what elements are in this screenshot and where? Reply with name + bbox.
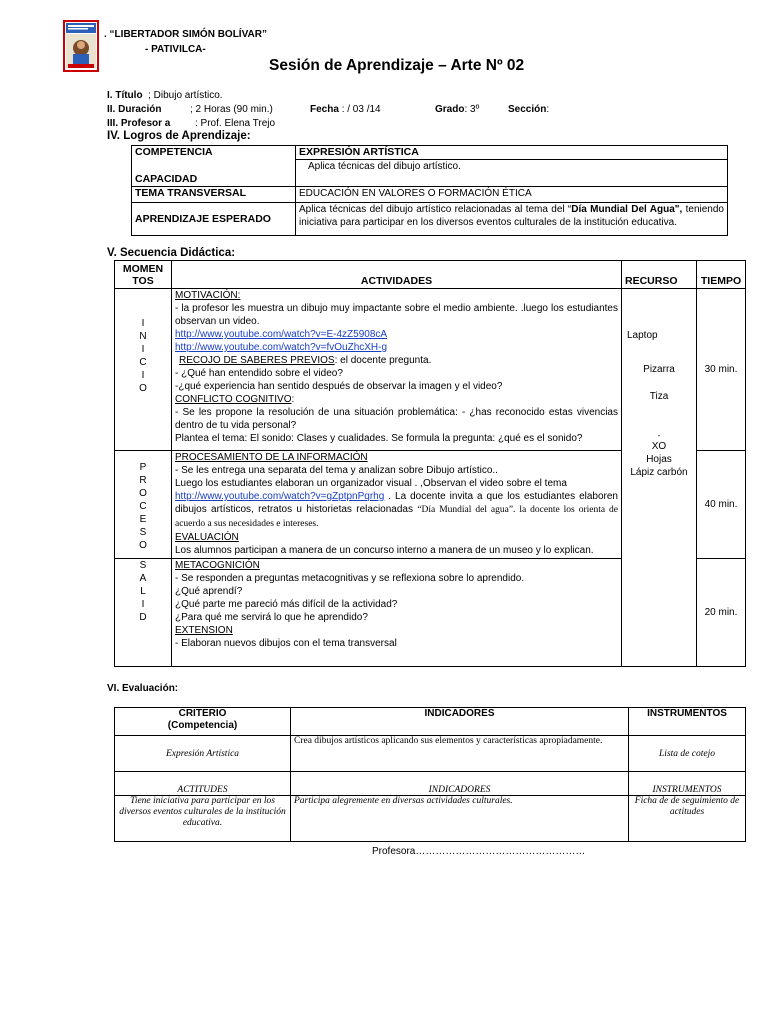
momento-letter: O — [139, 540, 147, 551]
momento-letter: E — [139, 514, 147, 525]
momento-letter: I — [141, 599, 145, 610]
recurso-dash: - — [657, 431, 661, 440]
tema-value: EDUCACIÓN EN VALORES O FORMACIÓN ÉTICA — [296, 187, 728, 203]
momento-letter: O — [139, 383, 147, 394]
evaluacion-heading: EVALUACIÓN — [175, 532, 239, 543]
metacognicion-heading: METACOGNICIÓN — [175, 560, 260, 571]
recurso-pizarra: Pizarra — [643, 364, 675, 375]
evaluacion-text: Los alumnos participan a manera de un concurso interno a manera de un museo y lo explican. — [175, 545, 594, 556]
salida-text-3: ¿Qué parte me pareció más difícil de la actividad? — [175, 599, 398, 610]
salida-text-2: ¿Qué aprendí? — [175, 586, 243, 597]
momento-letter: C — [139, 501, 147, 512]
momento-letter: I — [141, 370, 145, 381]
momento-letter: O — [139, 488, 147, 499]
capacidad-label: CAPACIDAD — [132, 160, 296, 187]
col-actividades: ACTIVIDADES — [172, 261, 622, 289]
criterio-actitudes: ACTITUDES — [115, 772, 291, 796]
momento-letter: N — [139, 331, 147, 342]
recurso-xo: XO — [651, 441, 667, 452]
col-recurso: RECURSO — [622, 261, 697, 289]
instrumento-ficha: Ficha de de seguimiento de actitudes — [629, 796, 746, 842]
indicador-expresion: Crea dibujos artísticos aplicando sus elementos y características apropiadamente. — [291, 736, 629, 772]
recurso-laptop: Laptop — [627, 330, 658, 341]
actividades-proceso — [172, 451, 622, 559]
tema-label: TEMA TRANSVERSAL — [132, 187, 296, 203]
question-2: -¿qué experiencia han sentido después de observar la imagen y el video? — [175, 381, 503, 392]
recurso-hojas: Hojas — [646, 454, 672, 465]
info-duracion-value: ; 2 Horas (90 min.) — [190, 104, 273, 115]
logros-table — [131, 145, 728, 236]
criterio-iniciativa: Tiene iniciativa para participar en los diversos eventos culturales de la institución educativa. — [115, 796, 291, 842]
titulo-value: ; Dibujo artístico. — [148, 90, 223, 101]
tiempo-inicio: 30 min. — [697, 289, 746, 451]
competencia-value: EXPRESIÓN ARTÍSTICA — [296, 146, 728, 160]
info-seccion: Sección: — [508, 104, 550, 115]
momento-proceso — [115, 451, 172, 559]
info-profesor-value: : Prof. Elena Trejo — [195, 118, 276, 129]
tiempo-salida: 20 min. — [697, 559, 746, 667]
actividades-salida — [172, 559, 622, 667]
momento-letter: P — [139, 462, 147, 473]
recurso-lapiz: Lápiz carbón — [630, 467, 688, 478]
momento-letter: C — [139, 357, 147, 368]
actividades-inicio — [172, 289, 622, 451]
info-fecha: Fecha : / 03 /14 — [310, 104, 381, 115]
proceso-text-3: http://www.youtube.com/watch?v=gZptpnPqrhg . La docente invita a que los estudiantes elaboren dibujos artísticos, retratos u historietas relacionadas “Día Mundial del agua”. la docente los orienta de acuerdo a sus necesidades e intereses. — [175, 491, 618, 529]
momento-salida — [115, 559, 172, 667]
question-1: - ¿Qué han entendido sobre el video? — [175, 368, 343, 379]
recurso-tiza: Tiza — [649, 391, 669, 402]
info-grado: Grado: 3º — [435, 104, 480, 115]
instrumento-actitudes-header: INSTRUMENTOS — [629, 772, 746, 796]
page-title: Sesión de Aprendizaje – Arte Nº 02 — [269, 57, 525, 74]
criterio-expresion: Expresión Artística — [115, 736, 291, 772]
procesamiento-heading: PROCESAMIENTO DE LA INFORMACIÓN — [175, 452, 368, 463]
competencia-label: COMPETENCIA — [132, 146, 296, 160]
momento-letter: R — [139, 475, 147, 486]
col-criterio: CRITERIO (Competencia) — [115, 708, 291, 736]
salida-letters — [118, 559, 168, 624]
secuencia-table — [114, 260, 746, 667]
indicador-participa: Participa alegremente en diversas actividades culturales. — [291, 796, 629, 842]
plantea-tema: Plantea el tema: El sonido: Clases y cualidades. Se formula la pregunta: ¿qué es el sonido? — [175, 433, 583, 444]
recursos-cell — [622, 289, 697, 667]
momento-letter: S — [139, 560, 147, 571]
salida-text-1: - Se responden a preguntas metacognitivas y se reflexiona sobre lo aprendido. — [175, 573, 525, 584]
col-momentos: MOMEN TOS — [115, 261, 172, 289]
titulo-label: I. Título — [107, 90, 143, 101]
col-instrumentos: INSTRUMENTOS — [629, 708, 746, 736]
video-link-3[interactable]: http://www.youtube.com/watch?v=gZptpnPqrhg — [175, 491, 385, 502]
capacidad-value: Aplica técnicas del dibujo artístico. — [296, 160, 728, 187]
salida-text-5: - Elaboran nuevos dibujos con el tema transversal — [175, 638, 397, 649]
secuencia-heading: V. Secuencia Didáctica: — [107, 247, 236, 259]
proceso-text-1: - Se les entrega una separata del tema y analizan sobre Dibujo artístico.. — [175, 465, 498, 476]
school-crest-icon — [65, 22, 97, 70]
col-tiempo: TIEMPO — [697, 261, 746, 289]
proceso-letters — [118, 461, 168, 552]
instrumento-lista: Lista de cotejo — [629, 736, 746, 772]
profesora-signature-line: Profesora…………………………………………… — [372, 846, 586, 857]
recojo-line: RECOJO DE SABERES PREVIOS: el docente pregunta. — [179, 355, 432, 366]
logros-heading: IV. Logros de Aprendizaje: — [107, 130, 251, 142]
momento-inicio — [115, 289, 172, 451]
motivacion-heading: MOTIVACIÓN: — [175, 290, 241, 301]
aprendizaje-label: APRENDIZAJE ESPERADO — [132, 203, 296, 236]
school-name: . “LIBERTADOR SIMÓN BOLÍVAR” — [104, 29, 267, 40]
motivacion-text: - la profesor les muestra un dibujo muy impactante sobre el medio ambiente. .luego los estudiantes observan un video. — [175, 303, 618, 327]
info-duracion-label: II. Duración — [107, 104, 162, 115]
video-link-2[interactable]: http://www.youtube.com/watch?v=fvOuZhcXH-g — [175, 342, 388, 353]
col-indicadores: INDICADORES — [291, 708, 629, 736]
extension-heading: EXTENSION — [175, 625, 233, 636]
momento-letter: S — [139, 527, 147, 538]
momento-letter: D — [139, 612, 147, 623]
momento-letter: L — [140, 586, 146, 597]
momento-letter: I — [141, 344, 145, 355]
video-link-1[interactable]: http://www.youtube.com/watch?v=E-4zZ5908cA — [175, 329, 388, 340]
conflicto-text: - Se les propone la resolución de una situación problemática: - ¿has reconocido estas vivencias dentro de tu vida personal? — [175, 407, 618, 431]
conflicto-line: CONFLICTO COGNITIVO: — [175, 394, 295, 405]
evaluacion-heading-section: VI. Evaluación: — [107, 683, 179, 694]
indicador-actitudes-header: INDICADORES — [291, 772, 629, 796]
evaluacion-table — [114, 707, 746, 842]
proceso-text-2: Luego los estudiantes elaboran un organizador visual . ,Observan el video sobre el tema — [175, 478, 567, 489]
momento-letter: I — [141, 318, 145, 329]
info-profesor-label: III. Profesor a — [107, 118, 171, 129]
momento-letter: A — [139, 573, 147, 584]
aprendizaje-value: Aplica técnicas del dibujo artístico relacionadas al tema del “Día Mundial Del Agua", teniendo iniciativa para participar en los diversos eventos culturales de la institución educativa. — [296, 203, 728, 236]
tiempo-proceso: 40 min. — [697, 451, 746, 559]
salida-text-4: ¿Para qué me servirá lo que he aprendido? — [175, 612, 368, 623]
inicio-letters — [118, 317, 168, 395]
school-city: - PATIVILCA- — [145, 44, 206, 55]
school-logo — [63, 20, 99, 72]
info-titulo — [107, 89, 223, 102]
